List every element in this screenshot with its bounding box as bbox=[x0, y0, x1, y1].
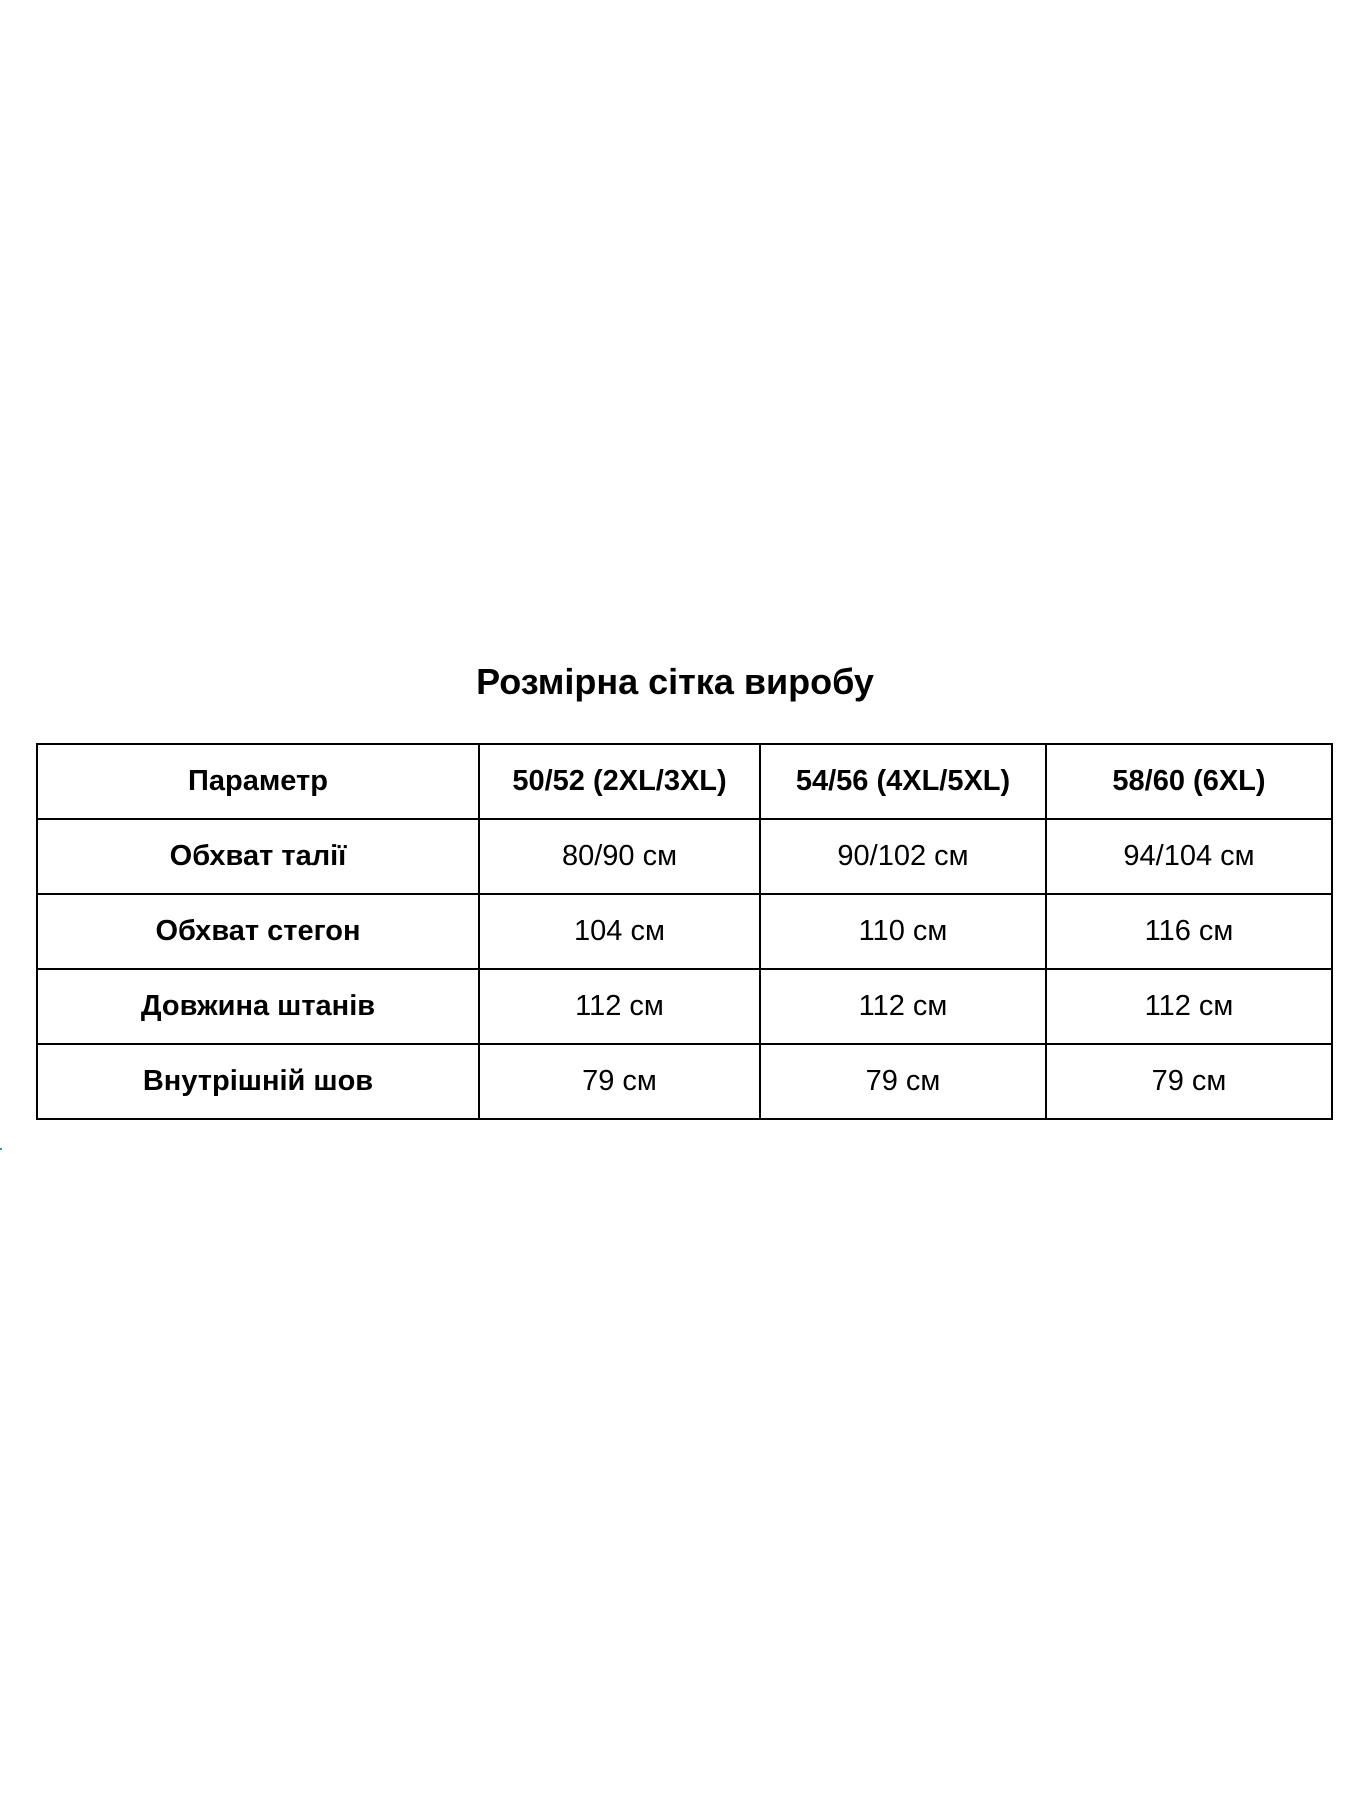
table-row bbox=[37, 969, 1332, 1044]
table-cell: 80/90 см bbox=[479, 819, 760, 894]
table-cell: 112 см bbox=[760, 969, 1046, 1044]
table-row bbox=[37, 894, 1332, 969]
header-size-54-56: 54/56 (4XL/5XL) bbox=[760, 744, 1046, 819]
table-cell: 79 см bbox=[760, 1044, 1046, 1119]
table-cell: 112 см bbox=[1046, 969, 1332, 1044]
page-title: Розмірна сітка виробу bbox=[476, 661, 874, 702]
table-cell: 79 см bbox=[479, 1044, 760, 1119]
table-header-row bbox=[37, 744, 1332, 819]
table-cell: 110 см bbox=[760, 894, 1046, 969]
table-cell: 104 см bbox=[479, 894, 760, 969]
table-cell: 94/104 см bbox=[1046, 819, 1332, 894]
table-row bbox=[37, 1044, 1332, 1119]
header-parameter: Параметр bbox=[37, 744, 479, 819]
table-row bbox=[37, 819, 1332, 894]
size-chart-table bbox=[36, 743, 1333, 1120]
edge-mark bbox=[0, 1148, 2, 1150]
row-label-hips: Обхват стегон bbox=[37, 894, 479, 969]
table-cell: 90/102 см bbox=[760, 819, 1046, 894]
table-cell: 112 см bbox=[479, 969, 760, 1044]
header-size-58-60: 58/60 (6XL) bbox=[1046, 744, 1332, 819]
table-cell: 116 см bbox=[1046, 894, 1332, 969]
row-label-waist: Обхват талії bbox=[37, 819, 479, 894]
table-cell: 79 см bbox=[1046, 1044, 1332, 1119]
row-label-length: Довжина штанів bbox=[37, 969, 479, 1044]
header-size-50-52: 50/52 (2XL/3XL) bbox=[479, 744, 760, 819]
row-label-inseam: Внутрішній шов bbox=[37, 1044, 479, 1119]
